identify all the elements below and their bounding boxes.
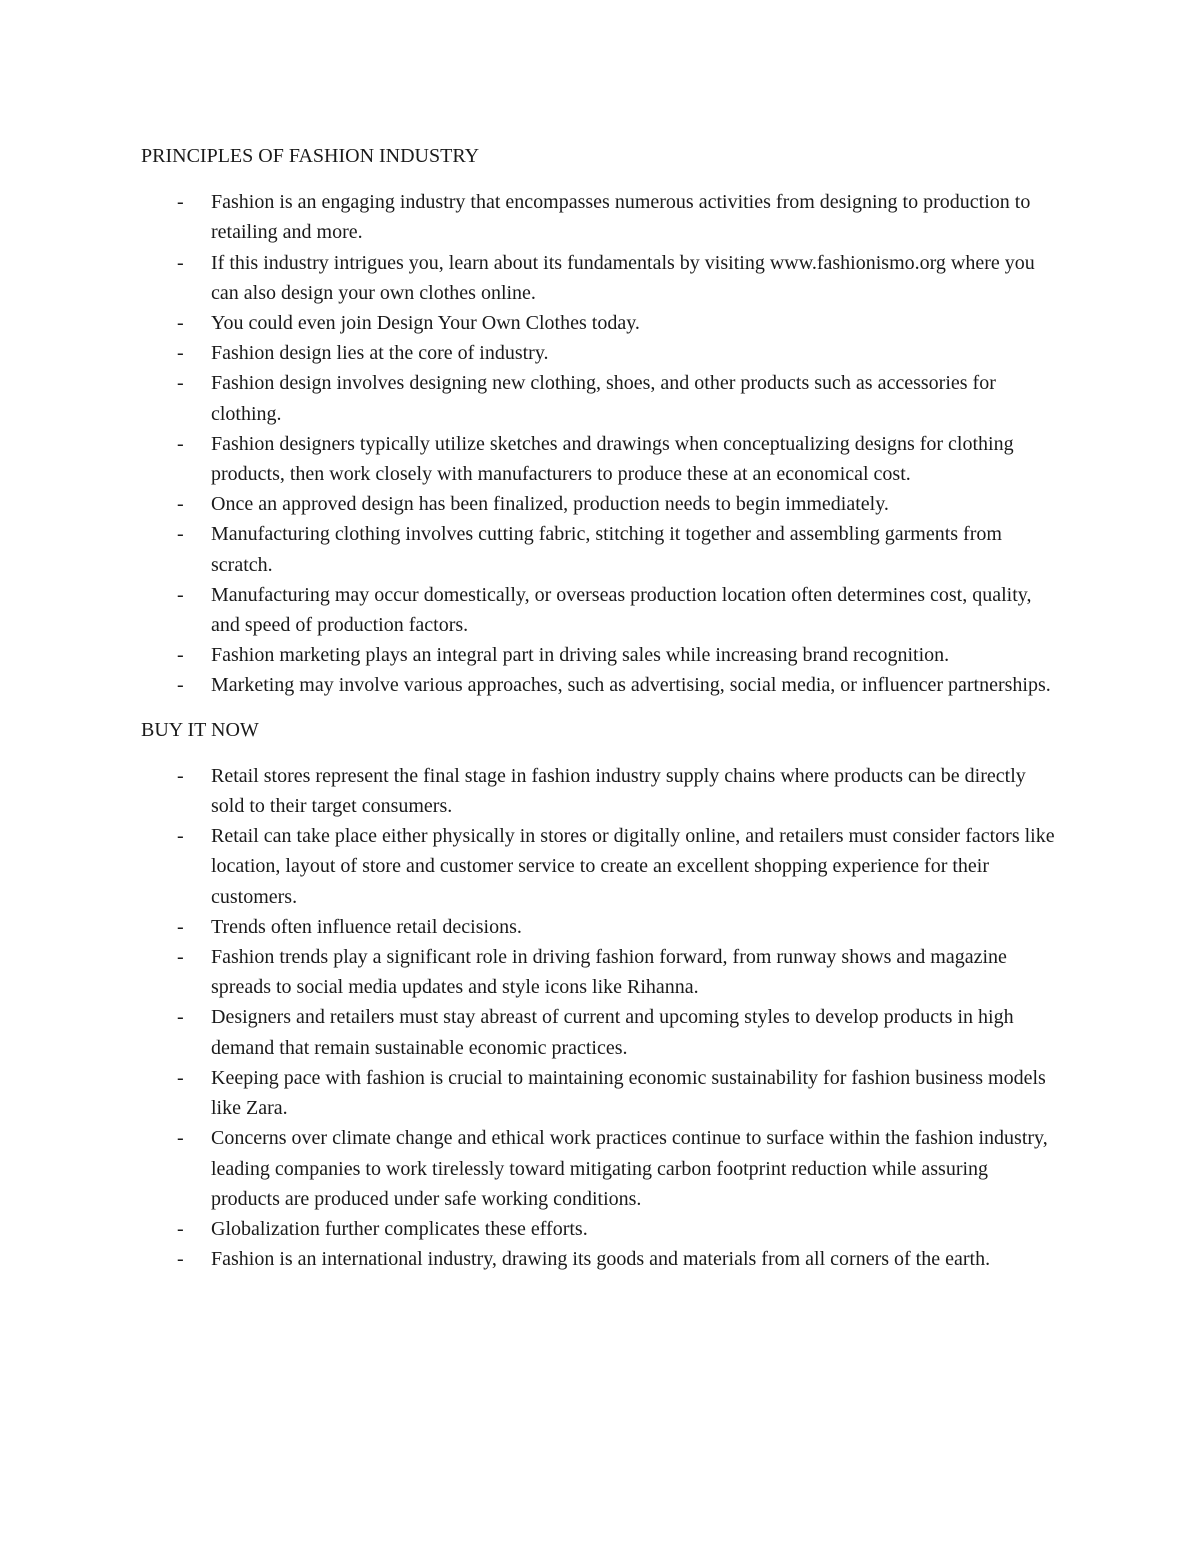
bullet-dash: - xyxy=(177,583,184,606)
section-heading-principles: PRINCIPLES OF FASHION INDUSTRY xyxy=(141,145,480,167)
list-item-text: If this industry intrigues you, learn about its fundamentals by visiting www.fashionismo.org where you can also design your own clothes online. xyxy=(211,251,1035,304)
list-item xyxy=(141,187,1061,247)
list-item-text: Fashion designers typically utilize sketches and drawings when conceptualizing designs for clothing products, then work closely with manufacturers to produce these at an economical cost. xyxy=(211,432,1014,486)
bullet-dash: - xyxy=(177,523,184,546)
list-item-text: Fashion design involves designing new clothing, shoes, and other products such as accessories for clothing. xyxy=(211,372,996,425)
bullet-dash: - xyxy=(177,764,184,787)
bullet-dash: - xyxy=(177,1217,184,1240)
list-item-text: Manufacturing may occur domestically, or overseas production location often determines cost, quality, and speed of production factors. xyxy=(211,583,1032,637)
list-item-text: Fashion is an international industry, drawing its goods and materials from all corners of the earth. xyxy=(211,1248,991,1271)
list-item xyxy=(141,1123,1061,1214)
list-item xyxy=(141,761,1061,821)
bullet-dash: - xyxy=(177,312,184,335)
list-item-text: Trends often influence retail decisions. xyxy=(211,915,522,938)
list-item xyxy=(141,308,1061,338)
bullet-dash: - xyxy=(177,825,184,848)
bullet-dash: - xyxy=(177,1248,184,1271)
bullet-dash: - xyxy=(177,191,184,214)
list-item xyxy=(141,368,1061,428)
list-item xyxy=(141,670,1061,700)
list-item xyxy=(141,640,1061,670)
bullet-dash: - xyxy=(177,644,184,667)
list-item-text: Fashion design lies at the core of industry. xyxy=(211,342,549,365)
list-item xyxy=(141,580,1061,640)
list-item-text: Fashion is an engaging industry that encompasses numerous activities from designing to production to retailing and more. xyxy=(211,191,1031,244)
bullet-dash: - xyxy=(177,342,184,365)
list-item-text: Marketing may involve various approaches, such as advertising, social media, or influencer partnerships. xyxy=(211,674,1051,697)
list-item xyxy=(141,338,1061,368)
bullet-dash: - xyxy=(177,1127,184,1150)
bullet-dash: - xyxy=(177,493,184,516)
list-item xyxy=(141,821,1061,912)
list-item xyxy=(141,1244,1061,1274)
bullet-dash: - xyxy=(177,1066,184,1089)
list-item xyxy=(141,429,1061,489)
bullet-dash: - xyxy=(177,1006,184,1029)
bullet-dash: - xyxy=(177,251,184,274)
list-item xyxy=(141,1002,1061,1062)
list-item-text: Keeping pace with fashion is crucial to maintaining economic sustainability for fashion business models like Zara. xyxy=(211,1066,1046,1120)
bullet-list-principles xyxy=(141,187,1061,700)
bullet-dash: - xyxy=(177,915,184,938)
list-item xyxy=(141,489,1061,519)
list-item-text: Manufacturing clothing involves cutting fabric, stitching it together and assembling garments from scratch. xyxy=(211,523,1002,576)
bullet-dash: - xyxy=(177,372,184,395)
bullet-dash: - xyxy=(177,674,184,697)
list-item-text: Retail stores represent the final stage in fashion industry supply chains where products can be directly sold to their target consumers. xyxy=(211,764,1026,818)
list-item xyxy=(141,1063,1061,1123)
list-item-text: Globalization further complicates these efforts. xyxy=(211,1217,588,1240)
list-item xyxy=(141,942,1061,1002)
section-heading-buy-it-now: BUY IT NOW xyxy=(141,718,259,741)
list-item-text: Designers and retailers must stay abreast of current and upcoming styles to develop products in high demand that remain sustainable economic practices. xyxy=(211,1006,1014,1059)
bullet-list-buy-it-now xyxy=(141,761,1061,1274)
list-item xyxy=(141,912,1061,942)
list-item-text: Fashion marketing plays an integral part in driving sales while increasing brand recognition. xyxy=(211,644,950,667)
bullet-dash: - xyxy=(177,432,184,455)
list-item xyxy=(141,519,1061,579)
list-item-text: Fashion trends play a significant role in driving fashion forward, from runway shows and magazine spreads to social media updates and style icons like Rihanna. xyxy=(211,946,1007,999)
list-item xyxy=(141,248,1061,308)
bullet-dash: - xyxy=(177,946,184,969)
list-item-text: Once an approved design has been finalized, production needs to begin immediately. xyxy=(211,493,889,516)
list-item-text: Concerns over climate change and ethical work practices continue to surface within the fashion industry, leading companies to work tirelessly toward mitigating carbon footprint reduction while assuring products are produced under safe working conditions. xyxy=(211,1127,1048,1210)
list-item xyxy=(141,1214,1061,1244)
list-item-text: Retail can take place either physically in stores or digitally online, and retailers must consider factors like location, layout of store and customer service to create an excellent shopping experience for their customers. xyxy=(211,825,1055,908)
list-item-text: You could even join Design Your Own Clothes today. xyxy=(211,312,640,335)
document-body xyxy=(141,141,1061,1274)
